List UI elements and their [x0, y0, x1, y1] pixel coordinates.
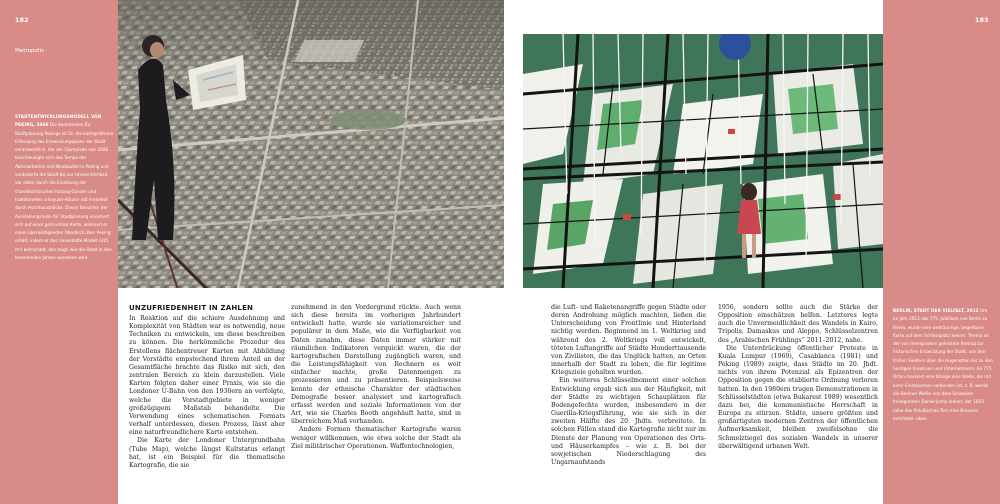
paragraph: 1956, sondern sollte auch die Stärke der Opposition einschätzen helfen. Letzteres legte auch die Unvermeidlichkeit des Wandels in Kairo, Tripolis, Damaskus und Aleppo, Schlüsselzentren des „Arabischen Frühlings“ 2011–2012, nahe.	[718, 304, 878, 344]
photo-berlin-walkable-map	[523, 34, 883, 288]
text-column-1	[129, 304, 285, 470]
paragraph: die Luft- und Raketenangriffe gegen Städte oder deren Androhung möglich machten, ließen die Unterscheidung von Frontlinie und Hinterland nichtig werden. Beginnend im 1. Weltkrieg und während des 2. Weltkriegs voll entwickelt, töteten Luftangriffe auf Städte Hunderttausende von Zivilisten, die das Unglück hatten, an Orten innerhalb der Stadt zu leben, die für legitime Kriegsziele gehalten wurden.	[551, 304, 706, 377]
caption-right-text: Um im Jahr 2012 das 775. Jubiläum von Berlin zu feiern, wurde eine weiträumige, begehbare Karte auf dem Schlossplatz kreiert. Thema ist der von Immigranten geleistete Beitrag zur historischen Entwicklung der Stadt, von den frühen Siedlern über die Hugenotten bis zu den heutigen Kreativen und Unternehmern. An 775 Orten markiert eine Stange eine Stelle, die mit einer Einzelperson verbunden ist, z. B. wurde die Berliner Weiße von dem Schweizer Immigranten Daniel Jostly kreiert, der 1820 nahe des Preußischen Tors eine Brauerei errichtete. oben	[893, 308, 993, 421]
caption-right	[893, 307, 993, 423]
caption-left-text: Die Kommission für Stadtplanung Pekings ist für die kartografische Erfassung des Entwicklungsplans der Stadt verantwortlich. Vor der Olympiade von 2008 beschleunigte sich das Tempo der Abrissarbeiten und Neubauten in Peking und veränderte die Stadt bis zur Unkenntlichkeit, vor allem durch die Ersetzung der charakteristischen hutong-Gassen und traditionellen siheyuan-Häuser mit Innenhof durch Hochhausblöcke. Dieser Besucher der Ausstellungshalle für Stadtplanung orientiert sich auf einer gedruckten Karte, während er einen überwältigenden Überblick über Peking erhält, indem er das riesenhafte Modell (315 m²) betrachtet, das zeigt, wie die Stadt in den kommenden Jahren aussehen wird.	[15, 122, 114, 261]
caption-right-heading: BERLIN, STADT DER VIELFALT, 2012	[893, 308, 979, 313]
berlin-map-illustration	[523, 34, 883, 288]
text-column-4	[718, 304, 878, 451]
running-head: Metropolis	[15, 48, 45, 54]
paragraph: Ein weiteres Schlüsselmoment einer solchen Entwicklung ergab sich aus der Häufigkeit, mit der Städte zu wichtigen Schauplätzen für Bodengefechte wurden, insbesondere in der Guerilla-Kriegsführung, wie sie sich in der zweiten Hälfte des 20. Jhdts. verbreitete. In solchen Fällen stand die Kartografie nicht nur im Dienste der Planung von Operationen des Orts- und Häuserkampfes – wie z. B. bei der sowjetischen Niederschlagung des Ungarnaufstands	[551, 377, 706, 466]
photo-beijing-city-model	[118, 0, 504, 288]
paragraph: zunehmend in den Vordergrund rückte. Auch wenn sich diese bereits im vorherigen Jahrhundert entwickelt hatte, wurde sie variationsreicher und populärer in dem Maße, wie die Verfügbarkeit von Daten zunahm, diese Daten immer stärker mit räumlichen Indikatoren verquickt waren, die der kartografischen Darstellung zugänglich waren, und die Leistungsfähigkeit von Rechnern es weit einfacher machte, große Datenmengen zu prozessieren und zu präsentieren. Beispielsweise konnte der ethnische Charakter der städtischen Demografie besser analysiert und kartografisch erfasst werden und soziale Informationen von der Art, wie sie Charles Booth angehäuft hatte, sind in überreichem Maß vorhanden.	[291, 304, 461, 426]
caption-left-heading: STADTENTWICKLUNGSMODELL VON PEKING, 2006	[15, 114, 102, 128]
beijing-model-illustration	[118, 0, 504, 288]
page-number-right: 183	[975, 16, 989, 24]
section-title: UNZUFRIEDENHEIT IN ZAHLEN	[129, 304, 254, 312]
right-margin-band	[883, 0, 1000, 504]
paragraph: Die Unterdrückung öffentlicher Proteste in Kuala Lumpur (1969), Casablanca (1981) und Peking (1989) zeigte, dass Städte im 20. Jhdt. nichts von ihrem Potenzial als Epizentren der Opposition gegen die etablierte Ordnung verloren hatten. In den 1980ern trugen Demonstrationen in Schlüsselstädten (etwa Bukarest 1989) wesentlich dazu bei, die kommunistische Herrschaft in Europa zu stürzen. Städte, unsere größten und großartigsten modernen Zentren der öffentlichen Aufmerksamkeit, bleiben zweifelsohne die Schmelztiegel des sozialen Wandels in unserer überwältigend urbanen Welt.	[718, 344, 878, 450]
paragraph: Die Karte der Londoner Untergrundbahn (Tube Map), welche längst Kultstatus erlangt hat, ist ein Beispiel für die thematische Kartografie, die sie	[129, 437, 285, 469]
caption-left	[15, 113, 114, 262]
paragraph: In Reaktion auf die schiere Ausdehnung und Komplexität von Städten war es notwendig, neue Techniken zu entwickeln, um diese beschreiben zu können. Die herkömmliche Prozedur des Erstellens flächentreuer Karten mit Abbildung der Vorstädte empstechend ihrem Anteil an der Gesamtfläche brachte das Risiko mit sich, den zentralen Bereich zu klein darzustellen. Viele Karten folgten daher einer Praxis, wie sie die Londoner U-Bahn von den 1930ern an verfolgte, welche die Vorstadtgebiete in weniger großzügigem Maßstab behandelte. Die Verwendung eines schematischen Formats verhalf unterdessen, diesen Prozess, lässt aber eine naturfreundlichere Karte entstehen.	[129, 315, 285, 437]
page-number-left: 182	[15, 16, 29, 24]
text-column-3	[551, 304, 706, 467]
text-column-2	[291, 304, 461, 451]
paragraph: Andere Formen thematischer Kartografie waren weniger willkommen, wie etwa solche der Stadt als Ziel militärischer Operationen. Waffentechnologien,	[291, 426, 461, 450]
